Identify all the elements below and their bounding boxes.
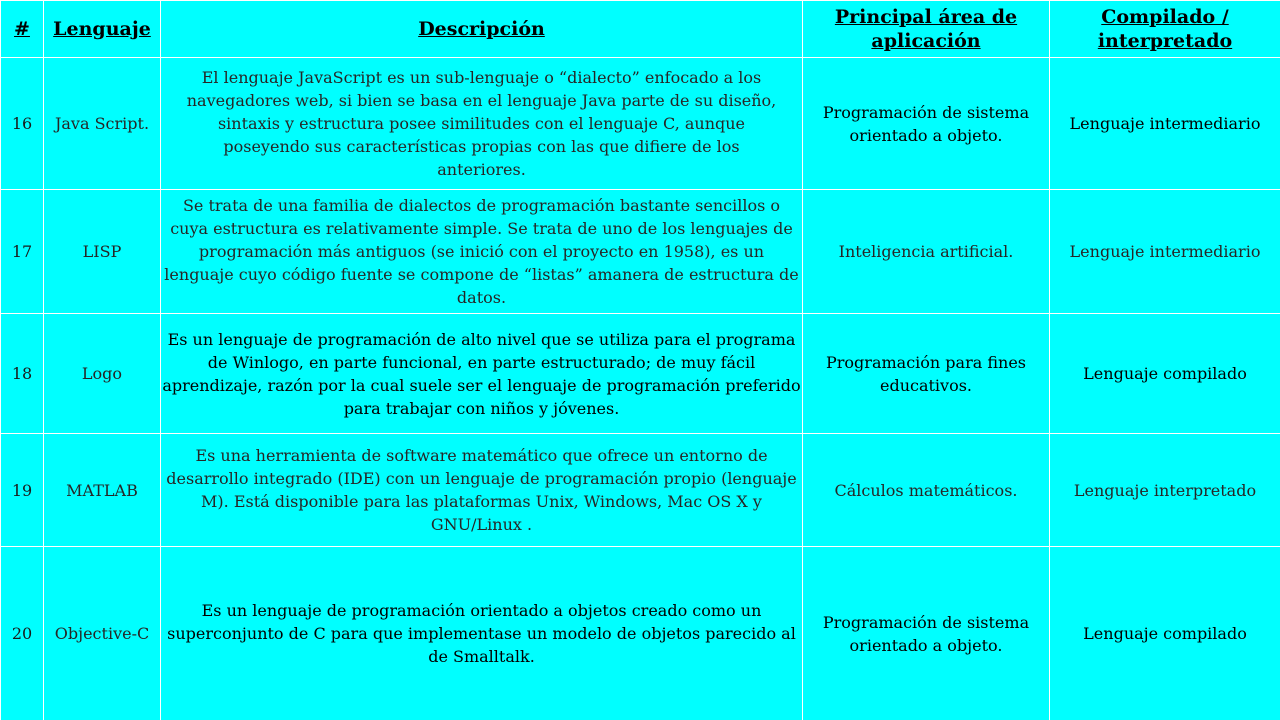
row-compiled-interpreted: Lenguaje interpretado	[1050, 434, 1280, 547]
table-row	[1, 314, 1280, 434]
row-compiled-interpreted: Lenguaje compilado	[1050, 314, 1280, 434]
row-number: 17	[1, 190, 44, 314]
row-application-area: Programación para fines educativos.	[803, 314, 1050, 434]
row-compiled-interpreted: Lenguaje compilado	[1050, 547, 1280, 720]
table-row	[1, 190, 1280, 314]
row-application-area: Programación de sistema orientado a objeto.	[803, 547, 1050, 720]
header-compiled-interpreted: Compilado / interpretado	[1050, 1, 1280, 58]
row-compiled-interpreted: Lenguaje intermediario	[1050, 190, 1280, 314]
header-number: #	[1, 1, 44, 58]
table-header-row	[1, 1, 1280, 58]
row-application-area: Inteligencia artificial.	[803, 190, 1050, 314]
header-description: Descripción	[161, 1, 803, 58]
row-description: Es un lenguaje de programación de alto nivel que se utiliza para el programa de Winlogo, en parte funcional, en parte estructurado; de muy fácil aprendizaje, razón por la cual suele ser el lenguaje de programación preferido para trabajar con niños y jóvenes.	[161, 314, 803, 434]
row-language: Objective-C	[44, 547, 161, 720]
row-number: 20	[1, 547, 44, 720]
table-row	[1, 547, 1280, 720]
header-language: Lenguaje	[44, 1, 161, 58]
row-description: Es una herramienta de software matemático que ofrece un entorno de desarrollo integrado (IDE) con un lenguaje de programación propio (lenguaje M). Está disponible para las plataformas Unix, Windows, Mac OS X y GNU/Linux .	[161, 434, 803, 547]
header-application-area: Principal área de aplicación	[803, 1, 1050, 58]
row-number: 16	[1, 58, 44, 190]
row-language: Java Script.	[44, 58, 161, 190]
row-language: Logo	[44, 314, 161, 434]
row-description: El lenguaje JavaScript es un sub-lenguaje o “dialecto” enfocado a los navegadores web, si bien se basa en el lenguaje Java parte de su diseño, sintaxis y estructura posee similitudes con el lenguaje C, aunque poseyendo sus características propias con las que difiere de los anteriores.	[161, 58, 803, 190]
row-number: 19	[1, 434, 44, 547]
row-language: MATLAB	[44, 434, 161, 547]
row-application-area: Cálculos matemáticos.	[803, 434, 1050, 547]
row-description: Es un lenguaje de programación orientado a objetos creado como un superconjunto de C para que implementase un modelo de objetos parecido al de Smalltalk.	[161, 547, 803, 720]
table-row	[1, 434, 1280, 547]
row-compiled-interpreted: Lenguaje intermediario	[1050, 58, 1280, 190]
row-description: Se trata de una familia de dialectos de programación bastante sencillos o cuya estructura es relativamente simple. Se trata de uno de los lenguajes de programación más antiguos (se inició con el proyecto en 1958), es un lenguaje cuyo código fuente se compone de “listas” amanera de estructura de datos.	[161, 190, 803, 314]
row-number: 18	[1, 314, 44, 434]
row-language: LISP	[44, 190, 161, 314]
table-row	[1, 58, 1280, 190]
row-application-area: Programación de sistema orientado a objeto.	[803, 58, 1050, 190]
